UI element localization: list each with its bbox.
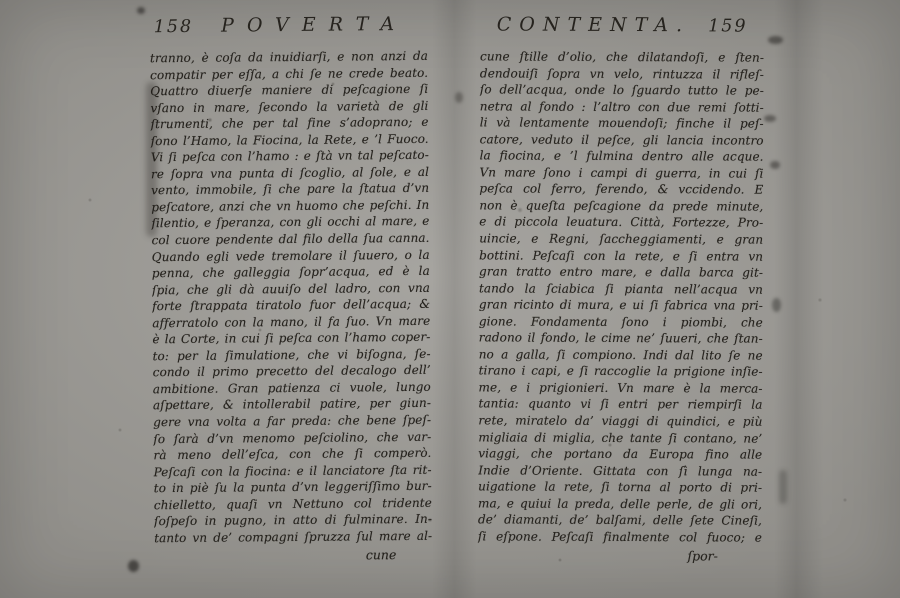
page-text-left: [150, 48, 432, 547]
text-line: forte ſtrappata tiratolo fuor dell’acqua; &: [152, 296, 431, 314]
text-line: e di piccola leuatura. Città, Fortezze, Pro-: [479, 214, 764, 231]
text-line: Vi ſi peſca con l’hamo : e ſtà vn tal peſcato-: [150, 148, 429, 165]
text-line: Vn mare ſono i campi di guerra, in cui ſi: [479, 165, 764, 181]
page-text-right: [478, 48, 764, 546]
text-line: bottini. Peſcaſi con la rete, e ſi entra vn: [479, 247, 764, 264]
text-line: ſo dell’acqua, onde lo ſguardo tutto le pe-: [479, 82, 764, 98]
ink-stain: [770, 161, 780, 169]
text-line: netra al fondo : l’altro con due remi ſotti-: [479, 99, 764, 115]
text-line: non è queſta peſcagione da prede minute,: [479, 198, 764, 214]
running-head-right: [480, 13, 764, 42]
ink-stain: [128, 560, 139, 572]
text-line: to in piè ſu la punta d’vn leggeriſſimo bur-: [153, 478, 432, 496]
running-title-right: CONTENTA.: [496, 13, 691, 37]
text-line: no a galla, ſi compiono. Indi dal lito ſe ne: [478, 347, 763, 363]
text-line: vento, immobile, ſi che pare la ſtatua d’vn: [151, 181, 430, 198]
text-line: rà meno dell’eſca, con che ſi comperò.: [153, 445, 432, 463]
text-line: me, e i prigionieri. Vn mare è la merca-: [478, 380, 763, 396]
text-line: compatir per eſſa, a chi ſe ne crede beato.: [150, 65, 429, 82]
text-line: chielletto, quaſi vn Nettuno col tridente: [153, 495, 432, 512]
text-line: radono il fondo, le cime ne’ ſuueri, che ſtan-: [478, 330, 763, 346]
text-line: rete, miratelo da’ viaggi di quindici, e più: [478, 413, 763, 429]
text-line: uigatione la rete, ſi torna al porto di pri-: [478, 479, 763, 495]
text-line: ſi eſpone. Peſcaſi finalmente col fuoco; e: [477, 529, 762, 545]
text-line: peſcatore, anzi che vn huomo che peſchi. In: [151, 197, 430, 215]
text-line: vſano in mare, ſecondo la varietà de gli: [150, 98, 429, 115]
page-right: [478, 13, 764, 564]
text-line: è la Corte, in cui ſi peſca con l’hamo coper-: [152, 330, 431, 347]
text-line: ſo ſarà d’vn menomo peſciolino, che var-: [153, 429, 432, 446]
text-line: ſtrumenti, che per tal fine s’adoprano; e: [150, 114, 429, 132]
text-line: de’ diamanti, de’ balſami, delle ſete Cineſi,: [477, 512, 763, 528]
page-number-right: 159: [708, 16, 748, 37]
text-line: Peſcaſi con la fiocina: e il lanciatore ſta rit-: [153, 462, 432, 479]
page-left: [150, 13, 433, 565]
text-line: condo il primo precetto del decalogo dell’: [152, 363, 431, 380]
text-line: gran tratto entro mare, e dalla barca git-: [479, 264, 764, 280]
page-number-left: 158: [153, 16, 194, 38]
text-line: afferratolo con la mano, il fa ſuo. Vn mare: [152, 313, 431, 330]
text-line: ambitione. Gran patienza ci vuole, lungo: [152, 379, 431, 397]
ink-stain: [772, 298, 781, 312]
text-line: gere vna volta a far preda: che bene ſpeſ-: [153, 412, 432, 430]
ink-stain: [137, 7, 145, 14]
ink-stain: [768, 36, 783, 44]
text-line: tranno, è coſa da inuidiarſi, e non anzi da: [149, 48, 429, 66]
running-title-left: POVERTA: [221, 12, 408, 37]
text-line: la fiocina, e ’l fulmina dentro alle acque.: [479, 148, 764, 164]
text-line: Quando egli vede tremolare il ſuuero, o la: [151, 247, 430, 264]
text-line: migliaia di miglia, che tante ſi contano, ne’: [478, 429, 763, 446]
text-line: viaggi, che portano da Europa fino alle: [478, 446, 763, 462]
text-line: ſpia, che gli dà auuiſo del ladro, con vna: [151, 280, 431, 297]
text-line: tirano i capi, e ſi raccoglie la prigione inſie-: [478, 363, 763, 380]
text-line: uincie, e Regni, ſaccheggiamenti, e gran: [479, 231, 764, 247]
running-head-left: [150, 13, 428, 43]
text-line: gione. Fondamenta ſono i piombi, che: [478, 314, 763, 330]
text-line: ſoſpeſo in pugno, in atto di fulminare. In-: [153, 512, 433, 529]
text-line: aſpettare, & intollerabil patire, per giun-: [152, 396, 432, 413]
text-line: catore, veduto il peſce, gli lancia incontro: [479, 132, 764, 148]
text-line: ſilentio, e ſperanza, con gli occhi al mare, e: [151, 214, 430, 231]
ink-stain: [764, 115, 776, 122]
text-line: to: per la ſimulatione, che vi biſogna, ſe-: [152, 346, 431, 364]
text-line: tando la ſciabica ſi pianta nell’acqua vn: [478, 281, 764, 297]
ink-stain: [455, 92, 463, 103]
text-line: cune ſtille d’olio, che dilatandoſi, e ſten-: [479, 49, 765, 65]
text-line: peſca col ferro, ferendo, & vccidendo. E: [479, 181, 764, 197]
text-line: gran ricinto di mura, e ui ſi fabrica vna pri-: [478, 297, 763, 313]
text-line: penna, che galleggia ſopr’acqua, ed è la: [151, 263, 430, 281]
text-line: tantia: quanto vi ſi entri per riempirſi la: [478, 396, 763, 413]
catchword-right: ſpor-: [687, 548, 718, 564]
text-line: dendouiſi ſopra vn velo, rintuzza il rifleſ-: [479, 65, 764, 82]
text-line: Quattro diuerſe maniere di peſcagione ſi: [150, 81, 429, 99]
catchword-left: cune: [365, 547, 397, 563]
text-line: ma, e quiui la preda, delle perle, de gli ori,: [478, 496, 763, 512]
text-line: col cuore pendente dal filo della ſua canna.: [151, 230, 430, 248]
ink-stain: [779, 470, 787, 504]
text-line: li và lentamente mouendoſi; finche il peſ-: [479, 115, 764, 131]
text-line: tanto vn de’ compagni ſpruzza ſul mare al-: [154, 528, 433, 546]
text-line: Indie d’Oriente. Gittata con ſì lunga na-: [478, 463, 763, 479]
text-line: re ſopra vna punta di ſcoglio, al ſole, e al: [150, 164, 430, 182]
text-line: ſono l’Hamo, la Fiocina, la Rete, e ’l Fuoco.: [150, 131, 429, 148]
